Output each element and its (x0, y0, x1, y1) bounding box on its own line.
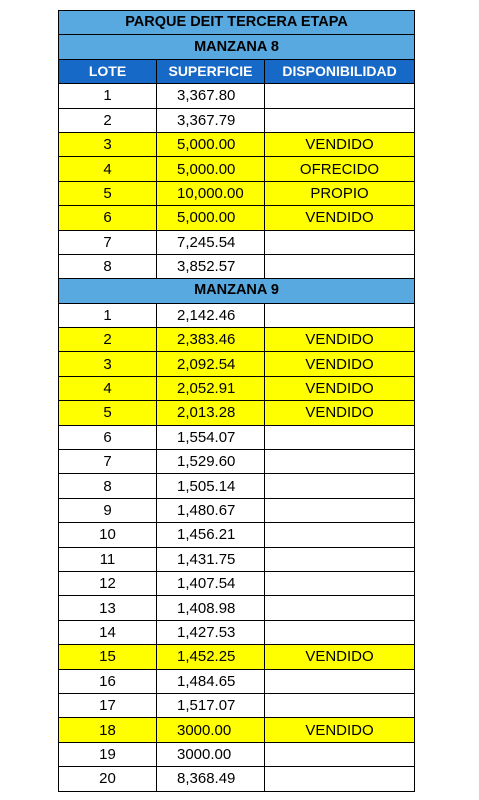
block-header-row (59, 35, 415, 59)
block-name: MANZANA 8 (59, 35, 415, 59)
cell-disponibilidad (265, 303, 415, 327)
cell-disponibilidad (265, 425, 415, 449)
table-row (59, 254, 415, 278)
cell-disponibilidad: VENDIDO (265, 645, 415, 669)
header-lote: LOTE (59, 59, 157, 83)
cell-lote: 2 (59, 108, 157, 132)
block-header-row (59, 279, 415, 303)
cell-superficie: 3000.00 (157, 742, 265, 766)
cell-disponibilidad (265, 596, 415, 620)
table-row (59, 767, 415, 791)
cell-disponibilidad (265, 669, 415, 693)
table-row (59, 474, 415, 498)
table-row (59, 230, 415, 254)
cell-disponibilidad: VENDIDO (265, 401, 415, 425)
cell-disponibilidad: VENDIDO (265, 132, 415, 156)
table-row (59, 498, 415, 522)
cell-disponibilidad (265, 474, 415, 498)
cell-disponibilidad (265, 450, 415, 474)
cell-disponibilidad: VENDIDO (265, 328, 415, 352)
cell-superficie: 8,368.49 (157, 767, 265, 791)
column-header-row (59, 59, 415, 83)
block-name: MANZANA 9 (59, 279, 415, 303)
lots-table-body (59, 11, 415, 792)
table-row (59, 206, 415, 230)
table-row (59, 328, 415, 352)
cell-lote: 8 (59, 474, 157, 498)
table-row (59, 669, 415, 693)
cell-disponibilidad (265, 571, 415, 595)
cell-lote: 6 (59, 206, 157, 230)
cell-disponibilidad: VENDIDO (265, 352, 415, 376)
cell-superficie: 5,000.00 (157, 206, 265, 230)
table-row (59, 693, 415, 717)
cell-disponibilidad: VENDIDO (265, 718, 415, 742)
cell-lote: 4 (59, 157, 157, 181)
cell-disponibilidad (265, 108, 415, 132)
table-row (59, 571, 415, 595)
table-row (59, 181, 415, 205)
table-row (59, 401, 415, 425)
cell-disponibilidad: OFRECIDO (265, 157, 415, 181)
cell-superficie: 3,852.57 (157, 254, 265, 278)
cell-lote: 5 (59, 401, 157, 425)
cell-lote: 2 (59, 328, 157, 352)
cell-disponibilidad (265, 498, 415, 522)
cell-superficie: 3,367.80 (157, 84, 265, 108)
cell-superficie: 1,408.98 (157, 596, 265, 620)
table-row (59, 84, 415, 108)
table-row (59, 523, 415, 547)
cell-disponibilidad: VENDIDO (265, 376, 415, 400)
cell-lote: 13 (59, 596, 157, 620)
table-row (59, 547, 415, 571)
cell-disponibilidad (265, 693, 415, 717)
table-row (59, 620, 415, 644)
title-row (59, 11, 415, 35)
cell-disponibilidad (265, 767, 415, 791)
table-row (59, 376, 415, 400)
cell-lote: 17 (59, 693, 157, 717)
cell-disponibilidad: PROPIO (265, 181, 415, 205)
cell-superficie: 2,383.46 (157, 328, 265, 352)
cell-superficie: 1,452.25 (157, 645, 265, 669)
cell-superficie: 2,142.46 (157, 303, 265, 327)
cell-lote: 4 (59, 376, 157, 400)
cell-superficie: 2,052.91 (157, 376, 265, 400)
cell-lote: 9 (59, 498, 157, 522)
cell-superficie: 1,431.75 (157, 547, 265, 571)
cell-lote: 8 (59, 254, 157, 278)
cell-superficie: 1,554.07 (157, 425, 265, 449)
cell-lote: 7 (59, 450, 157, 474)
cell-lote: 16 (59, 669, 157, 693)
cell-superficie: 1,407.54 (157, 571, 265, 595)
cell-lote: 12 (59, 571, 157, 595)
cell-lote: 18 (59, 718, 157, 742)
cell-superficie: 7,245.54 (157, 230, 265, 254)
cell-superficie: 1,484.65 (157, 669, 265, 693)
lots-table (58, 10, 415, 792)
cell-lote: 7 (59, 230, 157, 254)
table-row (59, 132, 415, 156)
cell-disponibilidad (265, 523, 415, 547)
cell-disponibilidad (265, 742, 415, 766)
cell-disponibilidad (265, 620, 415, 644)
cell-lote: 1 (59, 303, 157, 327)
table-row (59, 742, 415, 766)
table-row (59, 108, 415, 132)
table-row (59, 303, 415, 327)
cell-disponibilidad: VENDIDO (265, 206, 415, 230)
header-superficie: SUPERFICIE (157, 59, 265, 83)
cell-superficie: 1,517.07 (157, 693, 265, 717)
cell-superficie: 5,000.00 (157, 157, 265, 181)
cell-lote: 14 (59, 620, 157, 644)
cell-lote: 19 (59, 742, 157, 766)
table-row (59, 157, 415, 181)
cell-superficie: 1,427.53 (157, 620, 265, 644)
cell-superficie: 1,505.14 (157, 474, 265, 498)
table-row (59, 718, 415, 742)
cell-disponibilidad (265, 254, 415, 278)
table-title: PARQUE DEIT TERCERA ETAPA (59, 11, 415, 35)
header-disponibilidad: DISPONIBILIDAD (265, 59, 415, 83)
cell-disponibilidad (265, 230, 415, 254)
cell-lote: 3 (59, 132, 157, 156)
cell-lote: 15 (59, 645, 157, 669)
cell-lote: 11 (59, 547, 157, 571)
table-row (59, 352, 415, 376)
table-row (59, 596, 415, 620)
cell-superficie: 1,480.67 (157, 498, 265, 522)
cell-superficie: 10,000.00 (157, 181, 265, 205)
cell-lote: 3 (59, 352, 157, 376)
cell-superficie: 2,013.28 (157, 401, 265, 425)
cell-lote: 6 (59, 425, 157, 449)
cell-lote: 10 (59, 523, 157, 547)
table-row (59, 425, 415, 449)
cell-superficie: 1,456.21 (157, 523, 265, 547)
cell-superficie: 5,000.00 (157, 132, 265, 156)
cell-disponibilidad (265, 84, 415, 108)
cell-superficie: 2,092.54 (157, 352, 265, 376)
table-row (59, 645, 415, 669)
cell-disponibilidad (265, 547, 415, 571)
cell-superficie: 3000.00 (157, 718, 265, 742)
table-row (59, 450, 415, 474)
cell-superficie: 3,367.79 (157, 108, 265, 132)
cell-lote: 1 (59, 84, 157, 108)
lots-sheet (58, 10, 414, 792)
cell-lote: 5 (59, 181, 157, 205)
cell-superficie: 1,529.60 (157, 450, 265, 474)
cell-lote: 20 (59, 767, 157, 791)
